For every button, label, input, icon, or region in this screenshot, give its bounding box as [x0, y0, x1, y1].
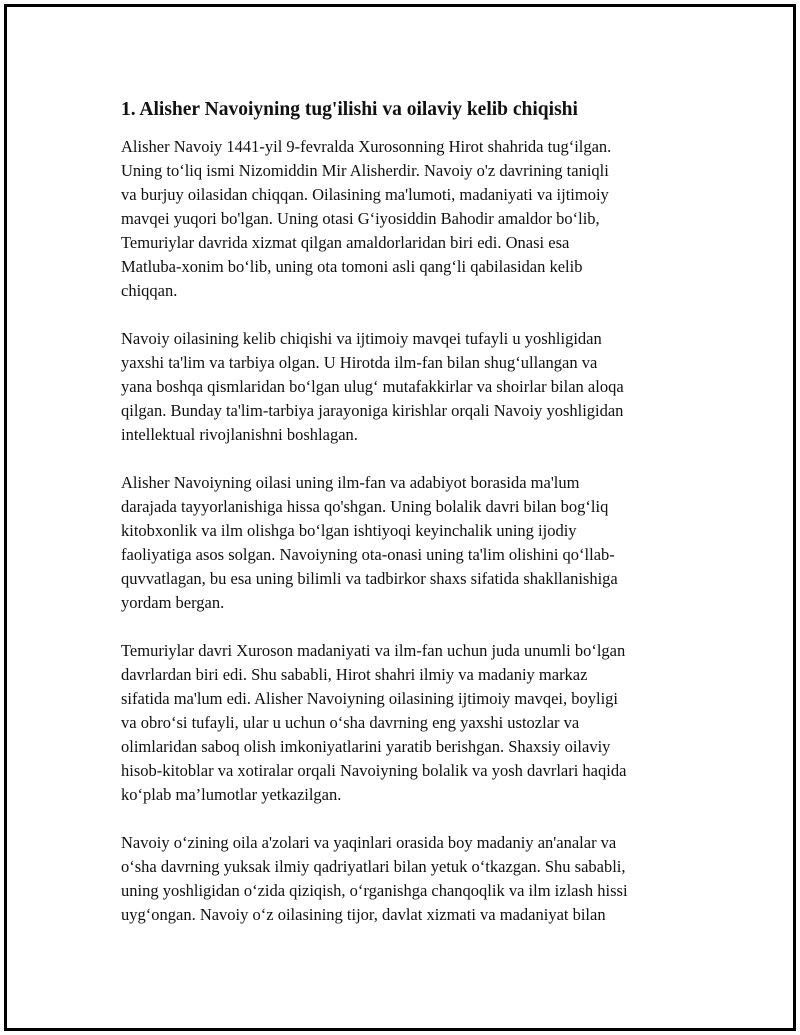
text-line: yordam bergan. — [121, 593, 225, 612]
text-line: faoliyatiga asos solgan. Navoiyning ota-onasi uning ta'lim olishini qo‘llab- — [121, 545, 615, 564]
text-line: Navoiy o‘zining oila a'zolari va yaqinlari orasida boy madaniy an'analar va — [121, 833, 617, 852]
text-line: va burjuy oilasidan chiqqan. Oilasining ma'lumoti, madaniyati va ijtimoiy — [121, 185, 609, 204]
text-line: darajada tayyorlanishiga hissa qo'shgan. Uning bolalik davri bilan bog‘liq — [121, 497, 609, 516]
text-line: Alisher Navoiy 1441-yil 9-fevralda Xurosonning Hirot shahrida tug‘ilgan. — [121, 137, 612, 156]
text-line: uyg‘ongan. Navoiy o‘z oilasining tijor, davlat xizmati va madaniyat bilan — [121, 905, 606, 924]
paragraph-2 — [121, 327, 701, 447]
text-line: yana boshqa qismlaridan bo‘lgan ulug‘ mutafakkirlar va shoirlar bilan aloqa — [121, 377, 624, 396]
paragraph-5 — [121, 831, 701, 927]
text-line: hisob-kitoblar va xotiralar orqali Navoiyning bolalik va yosh davrlari haqida — [121, 761, 627, 780]
text-line: davrlardan biri edi. Shu sababli, Hirot shahri ilmiy va madaniy markaz — [121, 665, 588, 684]
page-frame — [4, 4, 796, 1031]
text-line: sifatida ma'lum edi. Alisher Navoiyning oilasining ijtimoiy mavqei, boyligi — [121, 689, 618, 708]
text-line: Navoiy oilasining kelib chiqishi va ijtimoiy mavqei tufayli u yoshligidan — [121, 329, 602, 348]
text-line: uning yoshligidan o‘zida qiziqish, o‘rganishga chanqoqlik va ilm izlash hissi — [121, 881, 628, 900]
text-line: Temuriylar davri Xuroson madaniyati va ilm-fan uchun juda unumli bo‘lgan — [121, 641, 626, 660]
paragraph-1 — [121, 135, 701, 303]
document-body — [121, 97, 701, 951]
text-line: yaxshi ta'lim va tarbiya olgan. U Hirotda ilm-fan bilan shug‘ullangan va — [121, 353, 598, 372]
text-line: va obro‘si tufayli, ular u uchun o‘sha davrning eng yaxshi ustozlar va — [121, 713, 580, 732]
text-line: intellektual rivojlanishni boshlagan. — [121, 425, 358, 444]
text-line: Matluba-xonim bo‘lib, uning ota tomoni asli qang‘li qabilasidan kelib — [121, 257, 583, 276]
section-title: 1. Alisher Navoiyning tug'ilishi va oilaviy kelib chiqishi — [121, 99, 578, 120]
text-line: olimlaridan saboq olish imkoniyatlarini yaratib berishgan. Shaxsiy oilaviy — [121, 737, 611, 756]
paragraph-4 — [121, 639, 701, 807]
text-line: Uning to‘liq ismi Nizomiddin Mir Alisherdir. Navoiy o'z davrining taniqli — [121, 161, 609, 180]
text-line: chiqqan. — [121, 281, 178, 300]
text-line: o‘sha davrning yuksak ilmiy qadriyatlari bilan yetuk o‘tkazgan. Shu sababli, — [121, 857, 626, 876]
text-line: Temuriylar davrida xizmat qilgan amaldorlaridan biri edi. Onasi esa — [121, 233, 570, 252]
paragraph-3 — [121, 471, 701, 615]
text-line: ko‘plab ma’lumotlar yetkazilgan. — [121, 785, 342, 804]
text-line: Alisher Navoiyning oilasi uning ilm-fan va adabiyot borasida ma'lum — [121, 473, 580, 492]
text-line: quvvatlagan, bu esa uning bilimli va tadbirkor shaxs sifatida shakllanishiga — [121, 569, 618, 588]
text-line: qilgan. Bunday ta'lim-tarbiya jarayoniga kirishlar orqali Navoiy yoshligidan — [121, 401, 624, 420]
text-line: kitobxonlik va ilm olishga bo‘lgan ishtiyoqi keyinchalik uning ijodiy — [121, 521, 577, 540]
text-line: mavqei yuqori bo'lgan. Uning otasi G‘iyosiddin Bahodir amaldor bo‘lib, — [121, 209, 600, 228]
